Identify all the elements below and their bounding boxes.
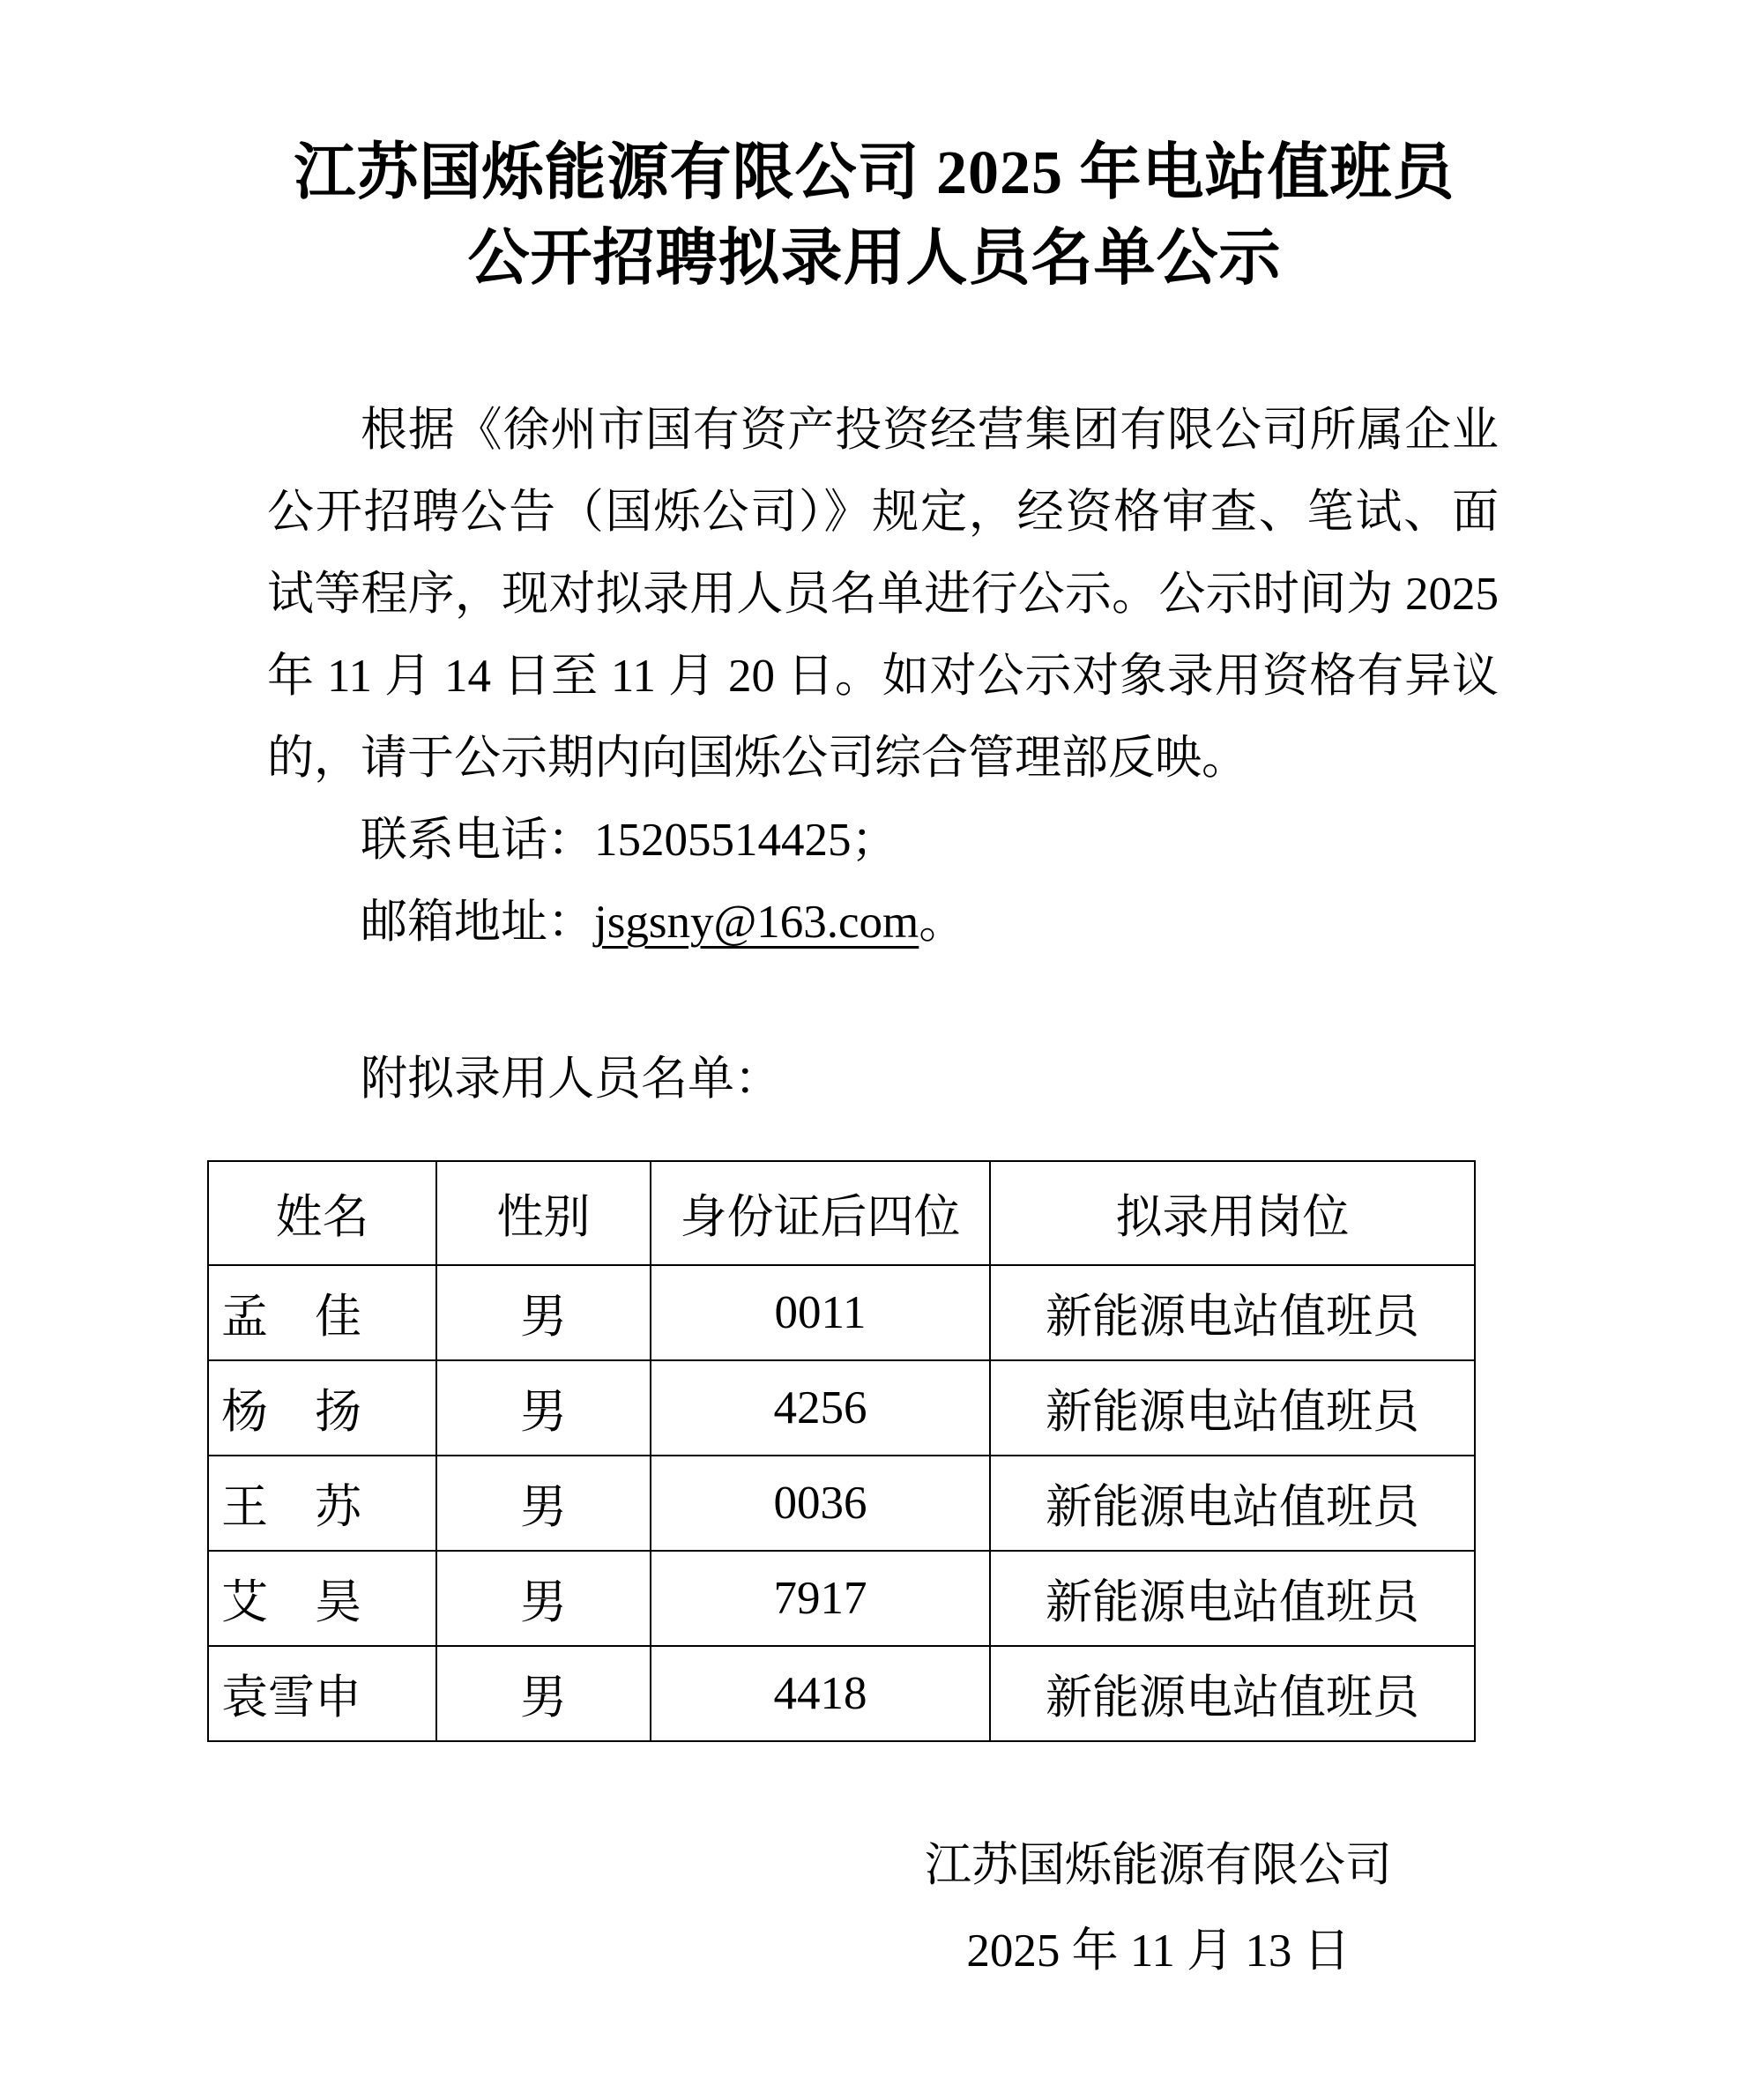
email-link[interactable]: jsgsny@163.com [594, 897, 919, 948]
body-text [267, 390, 1499, 964]
contact-email-label: 邮箱地址： [361, 897, 594, 948]
cell-gender: 男 [436, 1360, 651, 1456]
table-row [208, 1360, 1475, 1456]
signature-block [876, 1823, 1440, 1994]
contact-email-line [267, 882, 1499, 964]
cell-id-last4: 0036 [651, 1456, 990, 1551]
contact-phone-suffix: ； [851, 815, 898, 866]
page-title-line-2: 公开招聘拟录用人员名单公示 [467, 225, 1282, 293]
cell-name: 杨 扬 [208, 1360, 436, 1456]
table-row [208, 1265, 1475, 1360]
cell-id-last4: 4418 [651, 1646, 990, 1741]
cell-id-last4: 4256 [651, 1360, 990, 1456]
cell-gender: 男 [436, 1456, 651, 1551]
cell-name: 王 苏 [208, 1456, 436, 1551]
cell-position: 新能源电站值班员 [990, 1646, 1475, 1741]
cell-gender: 男 [436, 1646, 651, 1741]
cell-position: 新能源电站值班员 [990, 1360, 1475, 1456]
header-id-last4: 身份证后四位 [651, 1161, 990, 1265]
contact-email-suffix: 。 [919, 897, 966, 948]
table-row [208, 1646, 1475, 1741]
roster-table [207, 1160, 1476, 1742]
cell-gender: 男 [436, 1265, 651, 1360]
page-title-line-1: 江苏国烁能源有限公司 2025 年电站值班员 [294, 139, 1455, 207]
contact-phone-line [267, 800, 1499, 882]
intro-paragraph: 根据《徐州市国有资产投资经营集团有限公司所属企业公开招聘公告（国烁公司）》规定，经资格审查、笔试、面试等程序，现对拟录用人员名单进行公示。公示时间为 2025 年 11 月 14 日至 11 月 20 日。如对公示对象录用资格有异议的，请于公示期内向国烁公司综合管理部反映。 [267, 405, 1499, 784]
cell-name: 袁 雪 申 [208, 1646, 436, 1741]
header-position: 拟录用岗位 [990, 1161, 1475, 1265]
cell-position: 新能源电站值班员 [990, 1265, 1475, 1360]
header-name: 姓名 [208, 1161, 436, 1265]
cell-gender: 男 [436, 1551, 651, 1646]
cell-id-last4: 7917 [651, 1551, 990, 1646]
page-title [220, 130, 1529, 302]
header-gender: 性别 [436, 1161, 651, 1265]
contact-phone-number: 15205514425 [594, 815, 852, 866]
cell-position: 新能源电站值班员 [990, 1456, 1475, 1551]
cell-name: 艾 昊 [208, 1551, 436, 1646]
signature-date: 2025 年 11 月 13 日 [966, 1925, 1351, 1977]
contact-phone-label: 联系电话： [361, 815, 594, 866]
signature-company: 江苏国烁能源有限公司 [925, 1840, 1392, 1891]
cell-name: 孟 佳 [208, 1265, 436, 1360]
table-header-row [208, 1161, 1475, 1265]
table-row [208, 1456, 1475, 1551]
cell-id-last4: 0011 [651, 1265, 990, 1360]
table-row [208, 1551, 1475, 1646]
cell-position: 新能源电站值班员 [990, 1551, 1475, 1646]
attachment-note: 附拟录用人员名单： [361, 1054, 781, 1105]
